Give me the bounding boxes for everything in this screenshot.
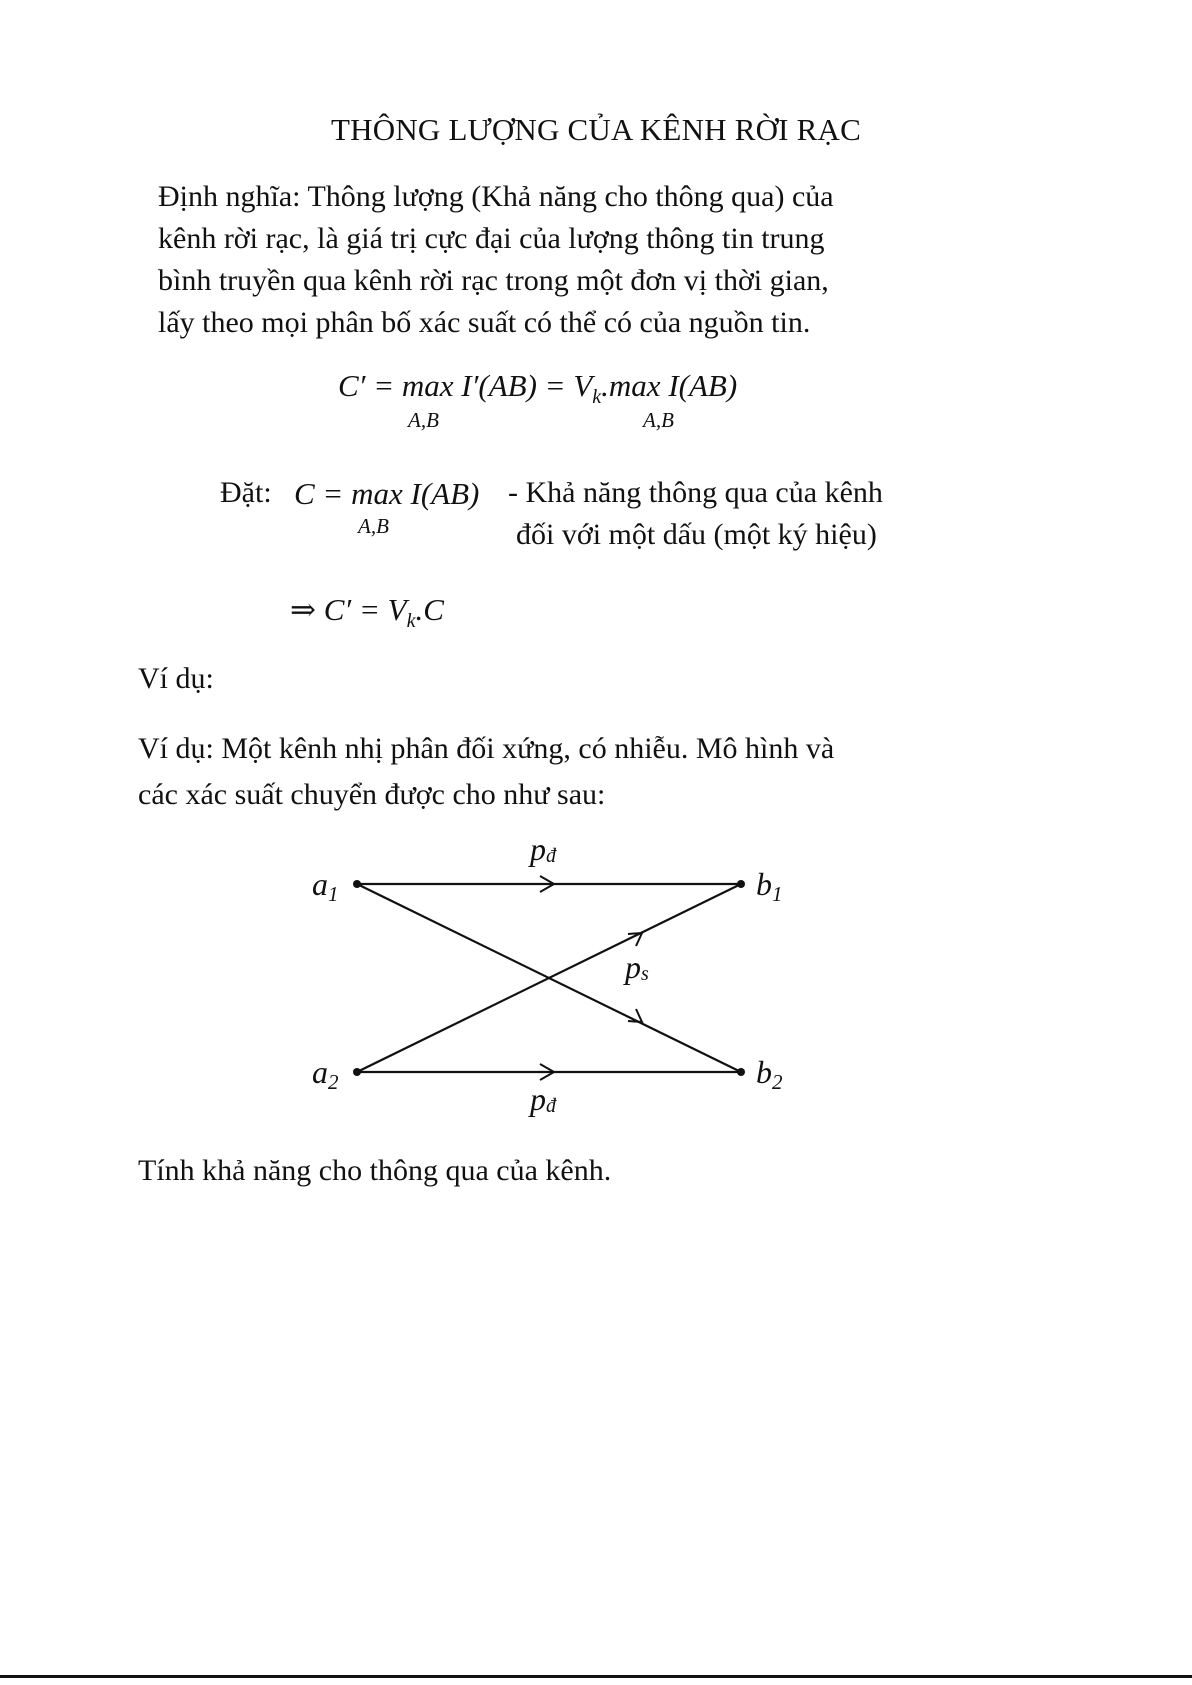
set-expr-c: C =: [294, 476, 352, 511]
formula-max-1: max: [401, 368, 454, 403]
node-b1: [737, 880, 745, 888]
implies-tail: .C: [415, 592, 444, 627]
definition-line: bình truyền qua kênh rời rạc trong một đơn vị thời gian,: [158, 264, 829, 297]
label-pd-bottom: pđ: [530, 1081, 556, 1117]
definition-line: kênh rời rạc, là giá trị cực đại của lượng thông tin trung: [158, 222, 825, 255]
formula-vk-sub: k: [592, 386, 602, 409]
set-expr-max: max: [351, 476, 403, 511]
definition-line: lấy theo mọi phân bố xác suất có thể có của nguồn tin.: [158, 306, 811, 339]
label-ps: ps: [625, 949, 649, 985]
example-heading: Ví dụ:: [138, 662, 214, 695]
label-b1: b1: [756, 866, 783, 906]
formula-lhs: C′ =: [338, 368, 402, 403]
formula-eq-vk: = V: [536, 368, 593, 403]
set-expr-i-ab: I(AB): [410, 476, 480, 511]
set-label: Đặt:: [220, 476, 272, 509]
label-b2: b2: [756, 1054, 783, 1094]
set-under: A,B: [358, 514, 389, 538]
implies-arrow: ⇒: [290, 592, 316, 627]
node-a2: [353, 1068, 361, 1076]
formula-under-2: A,B: [643, 408, 674, 432]
label-a2: a2: [312, 1054, 339, 1094]
implies-expr: C′ = V: [315, 592, 407, 627]
page-title: THÔNG LƯỢNG CỦA KÊNH RỜI RẠC: [331, 112, 861, 147]
formula-under-1: A,B: [408, 408, 439, 432]
implies-sub: k: [406, 610, 416, 633]
definition-line: Định nghĩa: Thông lượng (Khả năng cho thông qua) của: [158, 180, 834, 213]
bottom-rule: [0, 1675, 1192, 1678]
question-text: Tính khả năng cho thông qua của kênh.: [138, 1154, 612, 1187]
formula-dot-max: .max: [601, 368, 661, 403]
example-line: Ví dụ: Một kênh nhị phân đối xứng, có nhiễu. Mô hình và: [138, 732, 835, 765]
node-b2: [737, 1068, 745, 1076]
label-pd-top: pđ: [530, 831, 556, 867]
set-description-2: đối với một dấu (một ký hiệu): [516, 518, 877, 551]
label-a1: a1: [312, 866, 339, 906]
node-a1: [353, 880, 361, 888]
formula-i-ab: I(AB): [668, 368, 738, 403]
example-line: các xác suất chuyển được cho như sau:: [138, 778, 606, 811]
set-description-1: - Khả năng thông qua của kênh: [508, 476, 883, 509]
formula-i-prime: I′(AB): [461, 368, 537, 403]
